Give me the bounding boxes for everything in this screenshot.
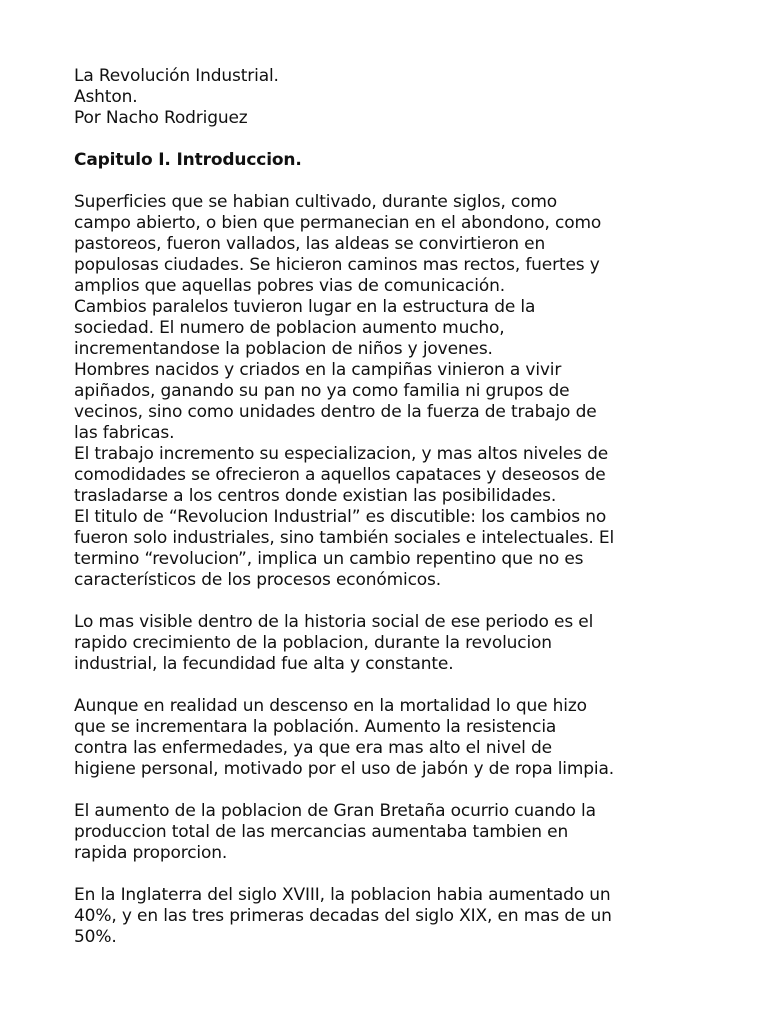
paragraph-line: Lo mas visible dentro de la historia social de ese periodo es el: [74, 612, 594, 632]
paragraph-line: rapida proporcion.: [74, 843, 228, 863]
paragraph-line: campo abierto, o bien que permanecian en el abondono, como: [74, 213, 602, 233]
paragraph-line: amplios que aquellas pobres vias de comunicación.: [74, 276, 505, 296]
paragraph-line: Superficies que se habian cultivado, durante siglos, como: [74, 192, 558, 212]
paragraph-line: Aunque en realidad un descenso en la mortalidad lo que hizo: [74, 696, 587, 716]
paragraph-line: característicos de los procesos económicos.: [74, 570, 442, 590]
paragraph: [74, 885, 674, 948]
chapter-title: Capitulo I. Introduccion.: [74, 150, 302, 170]
paragraph-line: trasladarse a los centros donde existian las posibilidades.: [74, 486, 557, 506]
paragraph-line: rapido crecimiento de la poblacion, durante la revolucion: [74, 633, 552, 653]
paragraph-line: sociedad. El numero de poblacion aumento mucho,: [74, 318, 505, 338]
paragraph-line: vecinos, sino como unidades dentro de la fuerza de trabajo de: [74, 402, 597, 422]
paragraph-line: incrementandose la poblacion de niños y jovenes.: [74, 339, 493, 359]
paragraph: [74, 612, 674, 675]
paragraph-line: 50%.: [74, 927, 117, 947]
paragraph-line: termino “revolucion”, implica un cambio repentino que no es: [74, 549, 584, 569]
paragraph: [74, 192, 674, 591]
paragraph-line: las fabricas.: [74, 423, 175, 443]
paragraph-line: apiñados, ganando su pan no ya como familia ni grupos de: [74, 381, 570, 401]
paragraph-line: El titulo de “Revolucion Industrial” es discutible: los cambios no: [74, 507, 607, 527]
paragraph-line: que se incrementara la población. Aumento la resistencia: [74, 717, 557, 737]
paragraph-line: higiene personal, motivado por el uso de jabón y de ropa limpia.: [74, 759, 615, 779]
paragraph-line: fueron solo industriales, sino también sociales e intelectuales. El: [74, 528, 615, 548]
paragraph-line: produccion total de las mercancias aumentaba tambien en: [74, 822, 569, 842]
paragraph-line: 40%, y en las tres primeras decadas del siglo XIX, en mas de un: [74, 906, 612, 926]
paragraph-line: El trabajo incremento su especializacion, y mas altos niveles de: [74, 444, 609, 464]
document-byline: Por Nacho Rodriguez: [74, 108, 248, 128]
document-title: La Revolución Industrial.: [74, 66, 279, 86]
document-body: [74, 192, 674, 948]
paragraph: [74, 801, 674, 864]
paragraph-line: contra las enfermedades, ya que era mas alto el nivel de: [74, 738, 552, 758]
paragraph-line: En la Inglaterra del siglo XVIII, la poblacion habia aumentado un: [74, 885, 611, 905]
paragraph-line: Hombres nacidos y criados en la campiñas vinieron a vivir: [74, 360, 562, 380]
paragraph: [74, 696, 674, 780]
paragraph-line: comodidades se ofrecieron a aquellos capataces y deseosos de: [74, 465, 606, 485]
document-header: [74, 66, 674, 129]
document-author: Ashton.: [74, 87, 138, 107]
document-page: [74, 66, 674, 948]
paragraph-line: El aumento de la poblacion de Gran Bretaña ocurrio cuando la: [74, 801, 596, 821]
paragraph-line: pastoreos, fueron vallados, las aldeas se convirtieron en: [74, 234, 546, 254]
paragraph-line: populosas ciudades. Se hicieron caminos mas rectos, fuertes y: [74, 255, 600, 275]
paragraph-line: industrial, la fecundidad fue alta y constante.: [74, 654, 454, 674]
paragraph-line: Cambios paralelos tuvieron lugar en la estructura de la: [74, 297, 536, 317]
